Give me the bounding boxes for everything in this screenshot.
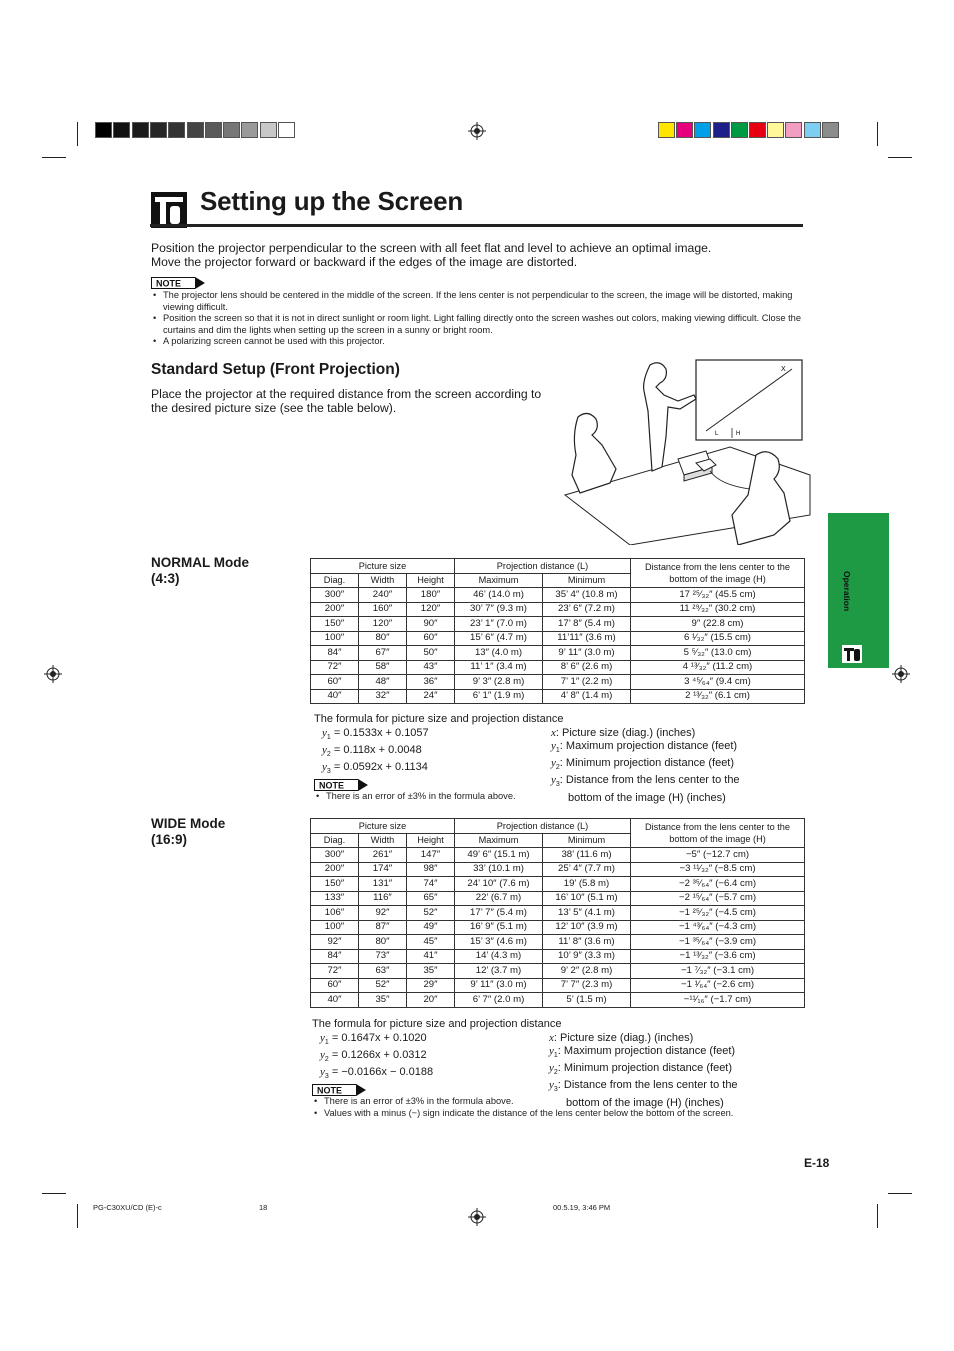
col-minimum: Minimum bbox=[543, 573, 631, 588]
table-row bbox=[311, 675, 805, 690]
viewer-figure-left bbox=[572, 413, 616, 493]
note-tag-icon bbox=[314, 779, 368, 791]
color-swatch bbox=[150, 122, 167, 138]
equation-text: = −0.0166x − 0.0188 bbox=[331, 1066, 434, 1079]
equation-text: = 0.1647x + 0.1020 bbox=[331, 1032, 427, 1044]
table-cell: 24″ bbox=[407, 689, 455, 704]
col-maximum: Maximum bbox=[455, 573, 543, 588]
wide-mode-ratio: (16:9) bbox=[151, 832, 188, 847]
legend-text: : Picture size (diag.) (inches) bbox=[553, 1032, 694, 1044]
legend-text: : Maximum projection distance (feet) bbox=[559, 740, 738, 752]
table-cell: 63″ bbox=[359, 964, 407, 979]
table-cell: 11’ 1″ (3.4 m) bbox=[455, 660, 543, 675]
table-cell: 261″ bbox=[359, 848, 407, 863]
equation-y3: $y_3 = 0.0592x + 0.1134$ bbox=[322, 761, 428, 776]
label-x: X bbox=[781, 366, 786, 373]
table-cell: 20″ bbox=[407, 993, 455, 1008]
col-diag: Diag. bbox=[311, 833, 359, 848]
crop-mark bbox=[877, 1204, 878, 1228]
table-cell: 300″ bbox=[311, 588, 359, 603]
legend-text: : Distance from the lens center to the bbox=[559, 774, 740, 787]
table-cell: 100″ bbox=[311, 920, 359, 935]
col-height: Height bbox=[407, 833, 455, 848]
table-cell: 67″ bbox=[359, 646, 407, 661]
color-swatch bbox=[205, 122, 222, 138]
table-cell: 19’ (5.8 m) bbox=[543, 877, 631, 892]
color-swatch bbox=[822, 122, 839, 138]
table-cell: −5″ (−12.7 cm) bbox=[631, 848, 805, 863]
crop-mark bbox=[888, 1193, 912, 1194]
table-row bbox=[311, 920, 805, 935]
table-cell: 73″ bbox=[359, 949, 407, 964]
table-cell: 150″ bbox=[311, 877, 359, 892]
wide-mode-heading bbox=[151, 816, 225, 848]
table-cell: 300″ bbox=[311, 848, 359, 863]
table-cell: −1 ⁴³⁄₆₄″ (−4.3 cm) bbox=[631, 920, 805, 935]
table-cell: 240″ bbox=[359, 588, 407, 603]
legend-text: : Minimum projection distance (feet) bbox=[557, 1062, 733, 1075]
notes-list bbox=[151, 290, 805, 348]
table-cell: 4 ¹³⁄₃₂″ (11.2 cm) bbox=[631, 660, 805, 675]
col-group-picture-size: Picture size bbox=[311, 559, 455, 574]
table-cell: 16’ 10″ (5.1 m) bbox=[543, 891, 631, 906]
table-cell: 49’ 6″ (15.1 m) bbox=[455, 848, 543, 863]
color-swatch bbox=[694, 122, 711, 138]
table-cell: 15’ 3″ (4.6 m) bbox=[455, 935, 543, 950]
table-cell: 84″ bbox=[311, 949, 359, 964]
note-item: • Values with a minus (−) sign indicate the distance of the lens center below the bottom of the screen. bbox=[312, 1108, 802, 1120]
table-cell: −¹¹⁄₁₆″ (−1.7 cm) bbox=[631, 993, 805, 1008]
color-swatch bbox=[804, 122, 821, 138]
note-tag-label: NOTE bbox=[317, 1085, 343, 1096]
legend-text: : Distance from the lens center to the bbox=[557, 1079, 738, 1092]
table-cell: 11 ²⁹⁄₃₂″ (30.2 cm) bbox=[631, 602, 805, 617]
note-item: • There is an error of ±3% in the formula above. bbox=[312, 1096, 802, 1108]
equation-y1: $y_1 = 0.1533x + 0.1057$ bbox=[322, 727, 429, 742]
table-cell: 15’ 6″ (4.7 m) bbox=[455, 631, 543, 646]
table-row bbox=[311, 862, 805, 877]
color-swatch bbox=[168, 122, 185, 138]
table-row bbox=[311, 689, 805, 704]
table-cell: 32″ bbox=[359, 689, 407, 704]
intro-line: Position the projector perpendicular to the screen with all feet flat and level to achieve an optimal image. bbox=[151, 241, 712, 255]
page-number: E-18 bbox=[804, 1156, 830, 1170]
note-item: • Position the screen so that it is not in direct sunlight or room light. Light falling directly onto the screen washes out colors, making viewing difficult. Close the curtains and dim the lights when setting up the screen in a sunny or bright room. bbox=[151, 313, 805, 336]
color-swatch bbox=[731, 122, 748, 138]
table-cell: 58″ bbox=[359, 660, 407, 675]
table-cell: 7’ 1″ (2.2 m) bbox=[543, 675, 631, 690]
table-cell: 9’ 11″ (3.0 m) bbox=[543, 646, 631, 661]
table-cell: 106″ bbox=[311, 906, 359, 921]
color-swatch bbox=[223, 122, 240, 138]
col-lens-center: Distance from the lens center to the bottom of the image (H) bbox=[631, 819, 805, 848]
table-row bbox=[311, 993, 805, 1008]
table-cell: 49″ bbox=[407, 920, 455, 935]
wide-legend: x: Picture size (diag.) (inches) $y_1$: Maximum projection distance (feet) $y_2$: Minimum projection distance (feet) $y_3$: Distance from the lens center to the bottom of the image (H) (inches) bbox=[549, 1032, 738, 1109]
table-cell: 92″ bbox=[359, 906, 407, 921]
title-rule bbox=[150, 224, 803, 227]
table-cell: 120″ bbox=[359, 617, 407, 632]
section-title: Standard Setup (Front Projection) bbox=[151, 361, 400, 378]
table-cell: 14’ (4.3 m) bbox=[455, 949, 543, 964]
wide-mode-title: WIDE Mode bbox=[151, 816, 226, 831]
legend-text: : Minimum projection distance (feet) bbox=[559, 757, 735, 770]
table-cell: 98″ bbox=[407, 862, 455, 877]
table-cell: 29″ bbox=[407, 978, 455, 993]
operation-icon bbox=[842, 645, 862, 663]
color-swatch bbox=[676, 122, 693, 138]
table-row bbox=[311, 848, 805, 863]
note-tag-icon bbox=[312, 1084, 366, 1096]
footer-page: 18 bbox=[259, 1203, 268, 1212]
registration-mark-icon bbox=[468, 1208, 486, 1226]
equation-text: = 0.118x + 0.0048 bbox=[333, 744, 422, 757]
table-cell: 133″ bbox=[311, 891, 359, 906]
color-swatch bbox=[241, 122, 258, 138]
table-cell: 9″ (22.8 cm) bbox=[631, 617, 805, 632]
col-diag: Diag. bbox=[311, 573, 359, 588]
col-minimum: Minimum bbox=[543, 833, 631, 848]
color-swatch bbox=[278, 122, 295, 138]
table-cell: 45″ bbox=[407, 935, 455, 950]
table-cell: 6 ¹⁄₃₂″ (15.5 cm) bbox=[631, 631, 805, 646]
table-cell: 46’ (14.0 m) bbox=[455, 588, 543, 603]
table-cell: 6’ 7″ (2.0 m) bbox=[455, 993, 543, 1008]
table-cell: 43″ bbox=[407, 660, 455, 675]
table-cell: 180″ bbox=[407, 588, 455, 603]
table-cell: −1 ³⁵⁄₆₄″ (−3.9 cm) bbox=[631, 935, 805, 950]
page-title: Setting up the Screen bbox=[200, 186, 464, 216]
intro-line: Move the projector forward or backward if the edges of the image are distorted. bbox=[151, 255, 578, 269]
wide-formula-title: The formula for picture size and projection distance bbox=[312, 1018, 562, 1030]
table-cell: 72″ bbox=[311, 964, 359, 979]
note-tag-label: NOTE bbox=[319, 780, 345, 791]
table-cell: 5 ⁵⁄₃₂″ (13.0 cm) bbox=[631, 646, 805, 661]
table-row bbox=[311, 660, 805, 675]
equation-y2: $y_2 = 0.1266x + 0.0312$ bbox=[320, 1049, 427, 1064]
table-cell: 13’ 5″ (4.1 m) bbox=[543, 906, 631, 921]
color-swatch bbox=[785, 122, 802, 138]
table-row bbox=[311, 631, 805, 646]
table-cell: −2 ¹⁵⁄₆₄″ (−5.7 cm) bbox=[631, 891, 805, 906]
crop-mark bbox=[877, 122, 878, 146]
color-swatch bbox=[260, 122, 277, 138]
table-cell: 4’ 8″ (1.4 m) bbox=[543, 689, 631, 704]
table-cell: 60″ bbox=[311, 978, 359, 993]
col-group-projection-distance: Projection distance (L) bbox=[455, 559, 631, 574]
table-cell: 147″ bbox=[407, 848, 455, 863]
color-swatch bbox=[187, 122, 204, 138]
table-cell: 35″ bbox=[359, 993, 407, 1008]
color-swatch bbox=[113, 122, 130, 138]
table-cell: 12’ 10″ (3.9 m) bbox=[543, 920, 631, 935]
table-cell: 3 ⁴⁵⁄₆₄″ (9.4 cm) bbox=[631, 675, 805, 690]
label-h: H bbox=[736, 431, 741, 437]
table-cell: 150″ bbox=[311, 617, 359, 632]
table-cell: 100″ bbox=[311, 631, 359, 646]
table-cell: 30’ 7″ (9.3 m) bbox=[455, 602, 543, 617]
table-cell: 9’ 3″ (2.8 m) bbox=[455, 675, 543, 690]
table-cell: 40″ bbox=[311, 993, 359, 1008]
table-cell: −1 ⁷⁄₃₂″ (−3.1 cm) bbox=[631, 964, 805, 979]
note-tag-label: NOTE bbox=[156, 278, 182, 289]
table-cell: 33’ (10.1 m) bbox=[455, 862, 543, 877]
table-row bbox=[311, 891, 805, 906]
normal-notes bbox=[314, 791, 794, 803]
table-cell: 74″ bbox=[407, 877, 455, 892]
color-swatch bbox=[749, 122, 766, 138]
equation-y1: $y_1 = 0.1647x + 0.1020$ bbox=[320, 1032, 427, 1047]
color-swatch bbox=[658, 122, 675, 138]
table-cell: 174″ bbox=[359, 862, 407, 877]
wide-mode-table bbox=[310, 818, 805, 1008]
table-cell: 84″ bbox=[311, 646, 359, 661]
table-cell: 92″ bbox=[311, 935, 359, 950]
wide-notes bbox=[312, 1096, 802, 1119]
registration-mark-icon bbox=[892, 665, 910, 683]
table-cell: −1 ¹⁄₆₄″ (−2.6 cm) bbox=[631, 978, 805, 993]
table-cell: 24’ 10″ (7.6 m) bbox=[455, 877, 543, 892]
color-swatch bbox=[713, 122, 730, 138]
crop-mark bbox=[42, 1193, 66, 1194]
table-cell: 22’ (6.7 m) bbox=[455, 891, 543, 906]
crop-mark bbox=[77, 122, 78, 146]
note-item: • A polarizing screen cannot be used with this projector. bbox=[151, 336, 805, 348]
table-cell: 65″ bbox=[407, 891, 455, 906]
col-width: Width bbox=[359, 573, 407, 588]
normal-legend: x: Picture size (diag.) (inches) $y_1$: Maximum projection distance (feet) $y_2$: Minimum projection distance (feet) $y_3$: Distance from the lens center to the bottom of the image (H) (inches) bbox=[551, 727, 740, 804]
table-cell: 17 ²⁵⁄₃₂″ (45.5 cm) bbox=[631, 588, 805, 603]
table-cell: 52″ bbox=[407, 906, 455, 921]
footer-file: PG-C30XU/CD (E)-c bbox=[93, 1203, 162, 1212]
front-projection-illustration bbox=[560, 355, 815, 545]
presenter-figure bbox=[644, 363, 696, 471]
table-cell: 60″ bbox=[407, 631, 455, 646]
table-cell: 48″ bbox=[359, 675, 407, 690]
table-cell: −2 ³⁵⁄₆₄″ (−6.4 cm) bbox=[631, 877, 805, 892]
screen-setup-icon bbox=[151, 192, 187, 228]
table-cell: 36″ bbox=[407, 675, 455, 690]
table-cell: 116″ bbox=[359, 891, 407, 906]
table-row bbox=[311, 949, 805, 964]
table-cell: 6’ 1″ (1.9 m) bbox=[455, 689, 543, 704]
table-row bbox=[311, 964, 805, 979]
intro-text bbox=[151, 241, 811, 269]
table-row bbox=[311, 978, 805, 993]
table-cell: 160″ bbox=[359, 602, 407, 617]
crop-mark bbox=[888, 157, 912, 158]
table-cell: 2 ¹³⁄₃₂″ (6.1 cm) bbox=[631, 689, 805, 704]
table-row bbox=[311, 602, 805, 617]
table-cell: 11’ 8″ (3.6 m) bbox=[543, 935, 631, 950]
table-cell: 5’ (1.5 m) bbox=[543, 993, 631, 1008]
registration-mark-icon bbox=[44, 665, 62, 683]
col-width: Width bbox=[359, 833, 407, 848]
table-cell: 38’ (11.6 m) bbox=[543, 848, 631, 863]
table-cell: 200″ bbox=[311, 862, 359, 877]
col-maximum: Maximum bbox=[455, 833, 543, 848]
table-cell: 23’ 6″ (7.2 m) bbox=[543, 602, 631, 617]
table-cell: −1 ²⁵⁄₃₂″ (−4.5 cm) bbox=[631, 906, 805, 921]
table-cell: 23’ 1″ (7.0 m) bbox=[455, 617, 543, 632]
note-item: • The projector lens should be centered in the middle of the screen. If the lens center is not perpendicular to the screen, the image will be distorted, making viewing difficult. bbox=[151, 290, 805, 313]
normal-formula-title: The formula for picture size and projection distance bbox=[314, 713, 564, 725]
table-cell: 52″ bbox=[359, 978, 407, 993]
table-cell: 16’ 9″ (5.1 m) bbox=[455, 920, 543, 935]
table-cell: 17’ 8″ (5.4 m) bbox=[543, 617, 631, 632]
table-cell: 13″ (4.0 m) bbox=[455, 646, 543, 661]
table-cell: 131″ bbox=[359, 877, 407, 892]
normal-equations bbox=[322, 727, 429, 779]
table-cell: 8’ 6″ (2.6 m) bbox=[543, 660, 631, 675]
table-row bbox=[311, 588, 805, 603]
operation-side-tab bbox=[828, 513, 889, 668]
legend-text: : Picture size (diag.) (inches) bbox=[555, 727, 696, 739]
table-cell: 35″ bbox=[407, 964, 455, 979]
legend-text: bottom of the image (H) (inches) bbox=[566, 1096, 724, 1109]
legend-text: : Maximum projection distance (feet) bbox=[557, 1045, 736, 1057]
label-l: L bbox=[715, 431, 719, 437]
equation-y2: $y_2 = 0.118x + 0.0048$ bbox=[322, 744, 422, 759]
table-cell: 9’ 2″ (2.8 m) bbox=[543, 964, 631, 979]
col-height: Height bbox=[407, 573, 455, 588]
table-cell: 7’ 7″ (2.3 m) bbox=[543, 978, 631, 993]
normal-mode-table bbox=[310, 558, 805, 704]
table-cell: −1 ¹³⁄₃₂″ (−3.6 cm) bbox=[631, 949, 805, 964]
table-cell: 90″ bbox=[407, 617, 455, 632]
equation-text: = 0.0592x + 0.1134 bbox=[333, 761, 428, 774]
table-cell: 120″ bbox=[407, 602, 455, 617]
note-tag-icon bbox=[151, 277, 205, 289]
wide-equations bbox=[320, 1032, 433, 1084]
color-swatch bbox=[95, 122, 112, 138]
table-cell: 35’ 4″ (10.8 m) bbox=[543, 588, 631, 603]
normal-mode-heading bbox=[151, 555, 249, 587]
col-group-picture-size: Picture size bbox=[311, 819, 455, 834]
equation-y3: $y_3 = -0.0166x - 0.0188$ bbox=[320, 1066, 434, 1081]
section-text: Place the projector at the required distance from the screen according to the desired picture size (see the table below). bbox=[151, 387, 542, 415]
crop-mark bbox=[77, 1204, 78, 1228]
normal-mode-ratio: (4:3) bbox=[151, 571, 180, 586]
table-cell: 12’ (3.7 m) bbox=[455, 964, 543, 979]
table-row bbox=[311, 617, 805, 632]
table-cell: 40″ bbox=[311, 689, 359, 704]
note-item: • There is an error of ±3% in the formula above. bbox=[314, 791, 794, 803]
table-row bbox=[311, 935, 805, 950]
table-cell: 60″ bbox=[311, 675, 359, 690]
table-cell: 9’ 11″ (3.0 m) bbox=[455, 978, 543, 993]
table-cell: 72″ bbox=[311, 660, 359, 675]
crop-mark bbox=[42, 157, 66, 158]
table-cell: 10’ 9″ (3.3 m) bbox=[543, 949, 631, 964]
color-swatch bbox=[767, 122, 784, 138]
color-swatch bbox=[132, 122, 149, 138]
table-row bbox=[311, 877, 805, 892]
normal-mode-title: NORMAL Mode bbox=[151, 555, 249, 570]
col-group-projection-distance: Projection distance (L) bbox=[455, 819, 631, 834]
legend-text: bottom of the image (H) (inches) bbox=[568, 791, 726, 804]
table-cell: 41″ bbox=[407, 949, 455, 964]
footer-date: 00.5.19, 3:46 PM bbox=[553, 1203, 611, 1212]
table-cell: 25’ 4″ (7.7 m) bbox=[543, 862, 631, 877]
table-row bbox=[311, 906, 805, 921]
table-row bbox=[311, 646, 805, 661]
table-cell: −3 ¹¹⁄₃₂″ (−8.5 cm) bbox=[631, 862, 805, 877]
table-cell: 11’11″ (3.6 m) bbox=[543, 631, 631, 646]
table-cell: 17’ 7″ (5.4 m) bbox=[455, 906, 543, 921]
table-cell: 80″ bbox=[359, 935, 407, 950]
equation-text: = 0.1533x + 0.1057 bbox=[333, 727, 429, 739]
side-tab-label: Operation bbox=[842, 571, 852, 612]
table-cell: 50″ bbox=[407, 646, 455, 661]
equation-text: = 0.1266x + 0.0312 bbox=[331, 1049, 427, 1062]
table-cell: 87″ bbox=[359, 920, 407, 935]
registration-mark-icon bbox=[468, 122, 486, 140]
col-lens-center: Distance from the lens center to the bottom of the image (H) bbox=[631, 559, 805, 588]
table-cell: 200″ bbox=[311, 602, 359, 617]
table-cell: 80″ bbox=[359, 631, 407, 646]
